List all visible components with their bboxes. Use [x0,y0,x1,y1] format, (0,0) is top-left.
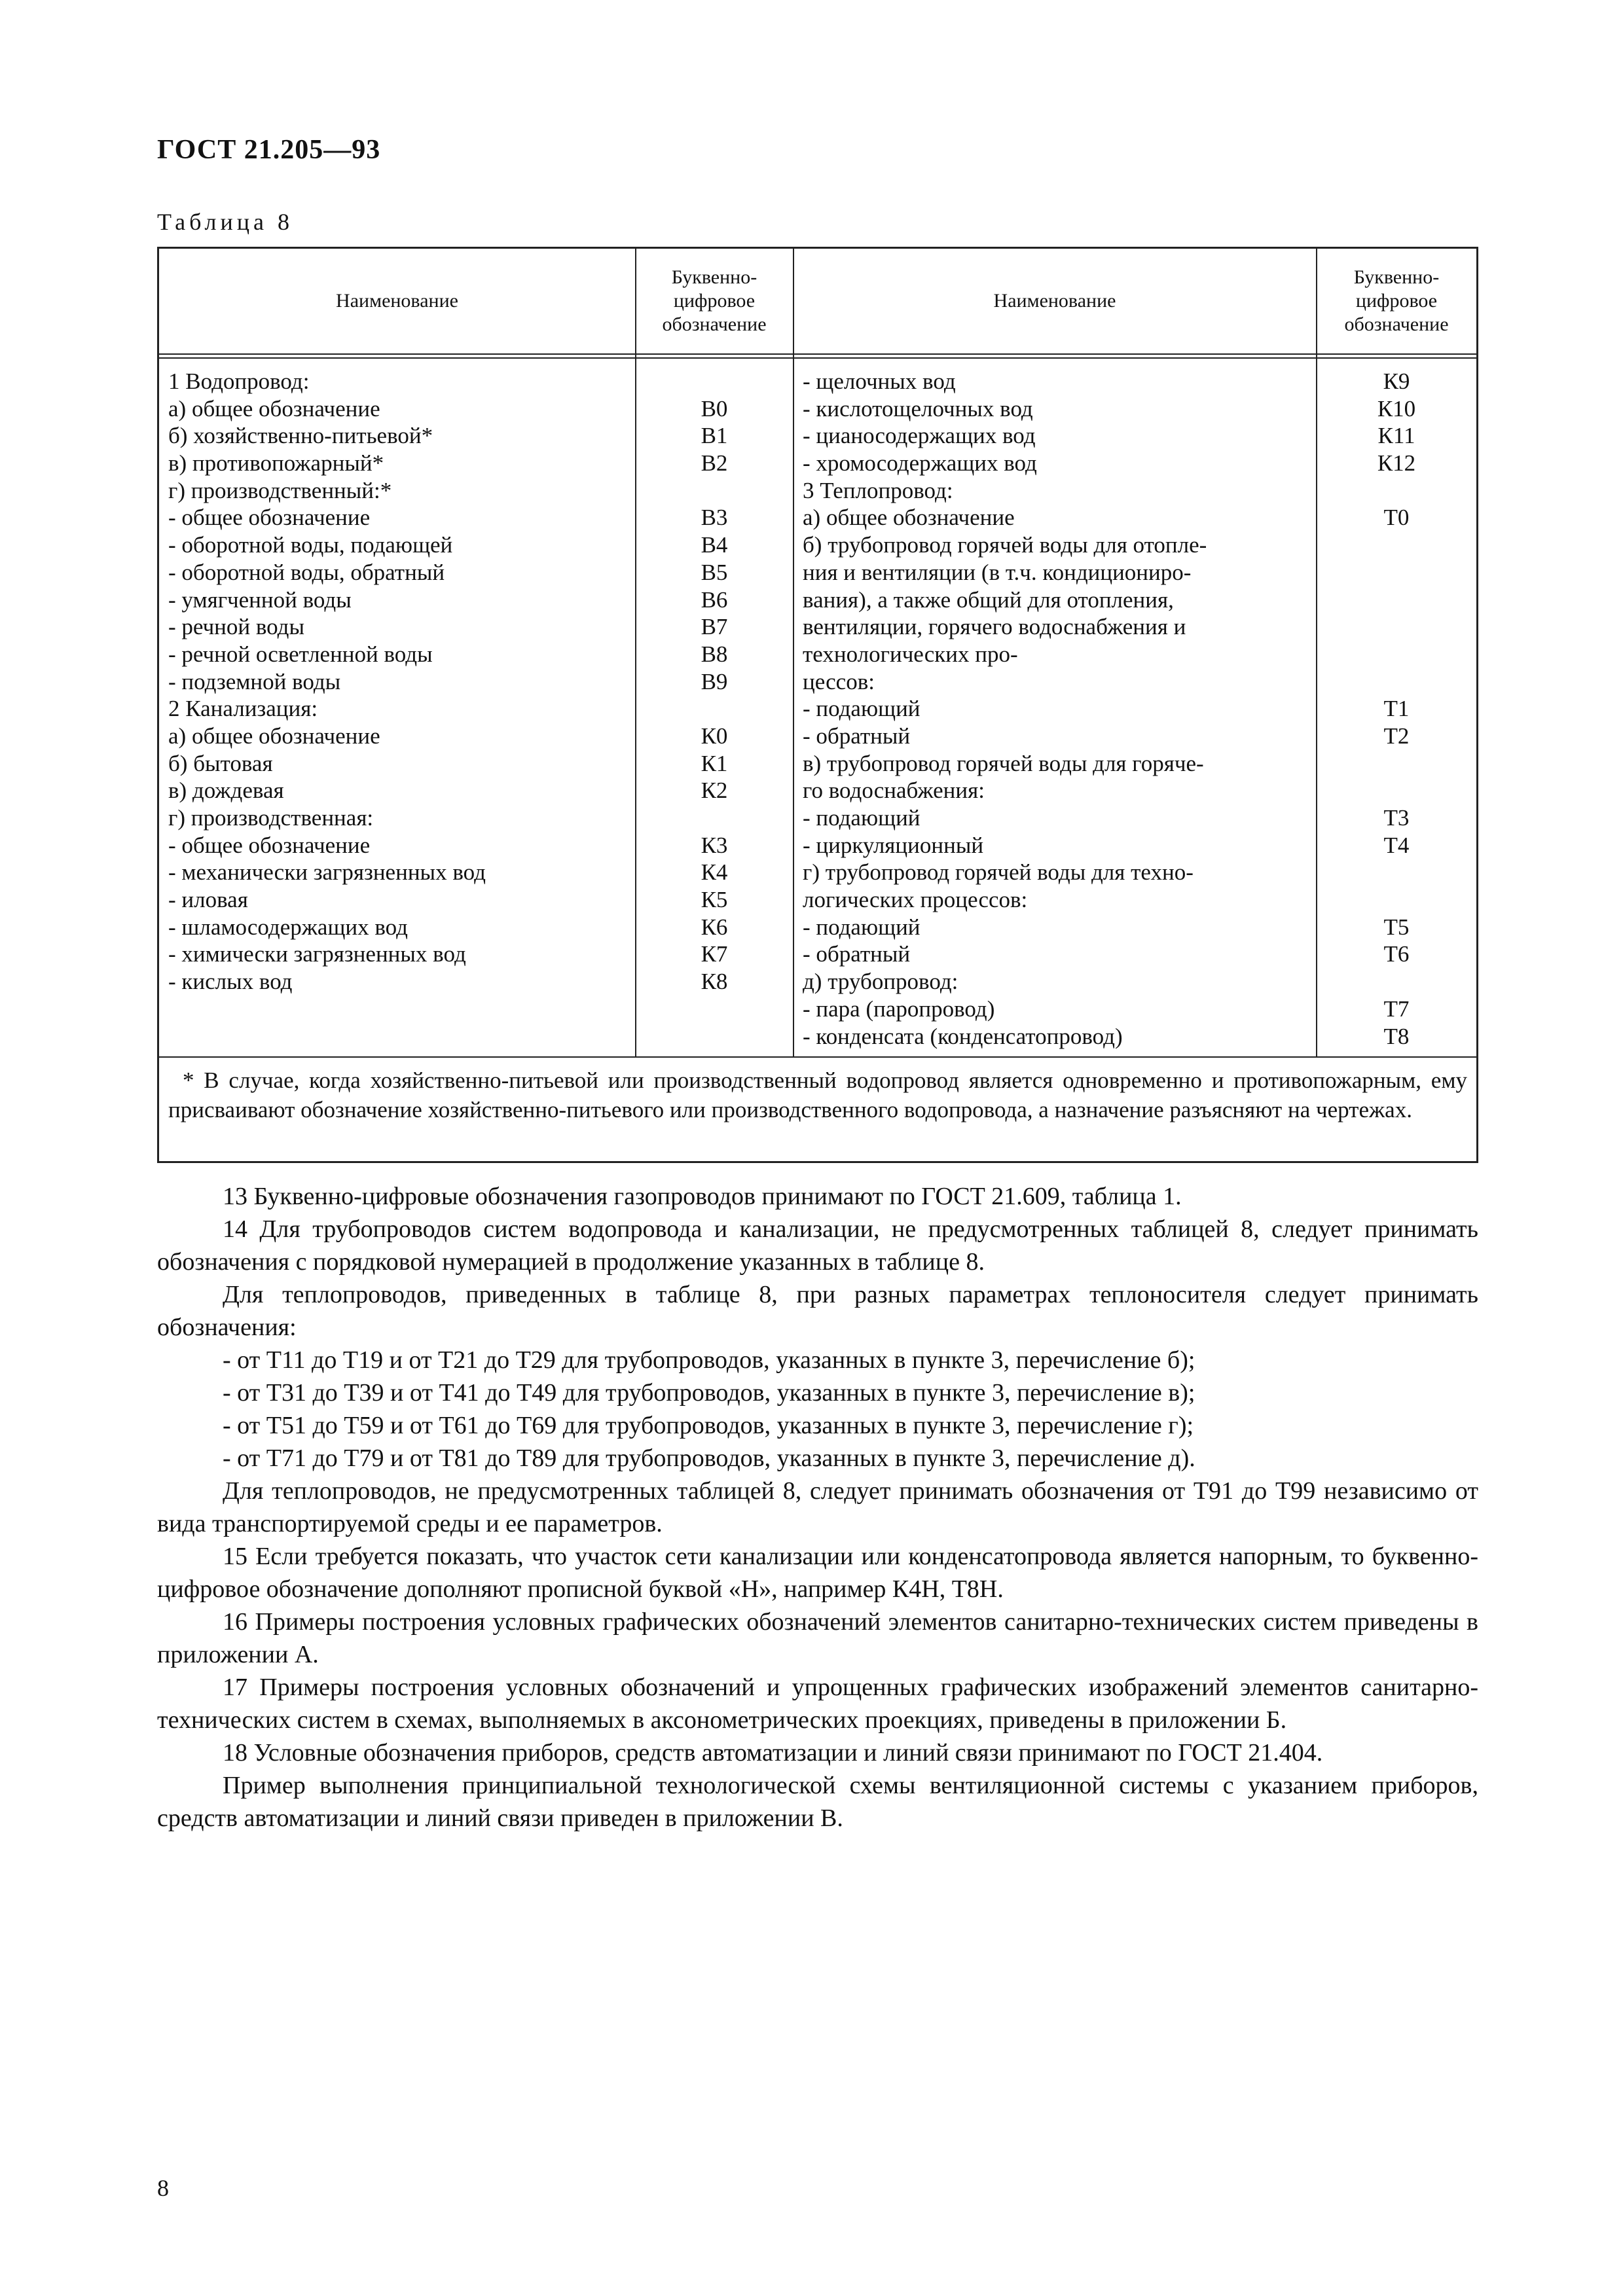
table-cell-name: а) общее обозначение [168,395,380,422]
table-cell-name: - подземной воды [168,668,341,694]
table-cell-code: К5 [701,887,728,913]
table-cell-name: - подающий [803,696,921,722]
table-cell-name: 3 Теплопровод: [803,477,953,503]
table-caption: Таблица 8 [157,209,293,235]
table-cell-name: б) трубопровод горячей воды для отопле- [803,532,1207,558]
table-cell-name [168,996,627,1023]
body-text [157,1180,1478,1835]
table-cell-name: - щелочных вод [803,368,956,394]
paragraph: 16 Примеры построения условных графических обозначений элементов санитарно-технических систем приведены в приложении А. [157,1608,1478,1668]
table-cell-code [1317,886,1476,914]
paragraph: Пример выполнения принципиальной технологической схемы вентиляционной системы с указанием приборов, средств автоматизации и линий связи приведен в приложении В. [157,1772,1478,1832]
table-cell-name: - общее обозначение [168,505,371,531]
table-cell-name: в) противопожарный* [168,450,384,476]
table-cell-name: - иловая [168,887,248,913]
paragraph: Для теплопроводов, приведенных в таблице 8, при разных параметрах теплоносителя следует принимать обозначения: [157,1281,1478,1341]
table-cell-name: - цианосодержащих вод [803,423,1036,449]
table-cell-name: - пара (паропровод) [803,996,995,1022]
table-cell-name: г) производственная: [168,805,374,831]
table-cell-name: а) общее обозначение [803,505,1015,531]
page-number: 8 [157,2175,169,2201]
table-cell-code: Т0 [1383,505,1410,531]
table-cell-name: - шламосодержащих вод [168,914,408,940]
table-cell-code [1317,477,1476,505]
table-cell-code: В7 [701,614,728,640]
designation-table [157,247,1478,1163]
table-cell-code: К12 [1377,450,1416,476]
paragraph: 15 Если требуется показать, что участок сети канализации или конденсатопровода является напорным, то буквенно-цифровое обозначение дополняют прописной буквой «Н», например К4Н, Т8Н. [157,1543,1478,1603]
table-cell-code: К6 [701,914,728,940]
header-code-right: Буквенно- цифровое обозначение [1344,266,1449,335]
table-cell-code: К8 [701,969,728,995]
table-cell-name: б) хозяйственно-питьевой* [168,423,433,449]
table-cell-name: 1 Водопровод: [168,368,310,394]
table-cell-name: г) производственный:* [168,477,392,503]
left-code-column [636,368,793,1050]
table-cell-code: В3 [701,505,728,531]
table-cell-code [1317,777,1476,804]
table-cell-code: Т6 [1383,941,1410,967]
table-cell-code [636,368,793,395]
right-code-column [1317,368,1476,1050]
table-cell-name [168,1023,627,1050]
table-cell-name: - общее обозначение [168,832,371,858]
table-cell-name: - речной воды [168,614,304,640]
table-cell-name: - химически загрязненных вод [168,941,466,967]
table-cell-code [1317,641,1476,668]
table-cell-name: го водоснабжения: [803,778,985,804]
table-cell-code: В4 [701,532,728,558]
table-cell-name: - умягченной воды [168,586,352,613]
paragraph: 14 Для трубопроводов систем водопровода и канализации, не предусмотренных таблицей 8, следует принимать обозначения с порядковой нумерацией в продолжение указанных в таблице 8. [157,1215,1478,1276]
table-cell-name: в) дождевая [168,778,284,804]
table-cell-code: Т8 [1383,1023,1410,1049]
table-cell-name: д) трубопровод: [803,969,958,995]
table-cell-name: цессов: [803,668,875,694]
header-code-left: Буквенно- цифровое обозначение [662,266,767,335]
header-rule [159,357,1476,359]
table-cell-name: г) трубопровод горячей воды для техно- [803,859,1194,886]
table-cell-code: К0 [701,723,728,749]
table-cell-code: Т3 [1383,805,1410,831]
table-cell-code: Т5 [1383,914,1410,940]
table-cell-code [1317,559,1476,586]
table-cell-code [636,1023,793,1050]
table-cell-name: а) общее обозначение [168,723,380,749]
right-name-column [803,368,1308,1050]
header-name-right: Наименование [993,290,1116,312]
table-cell-code: К11 [1377,423,1415,449]
table-cell-code: В6 [701,586,728,613]
table-cell-name: - кислотощелочных вод [803,395,1033,422]
paragraph: Для теплопроводов, не предусмотренных таблицей 8, следует принимать обозначения от Т91 до Т99 независимо от вида транспортируемой среды и ее параметров. [157,1477,1478,1537]
table-cell-code: Т7 [1383,996,1410,1022]
footnote-rule [159,1056,1476,1058]
table-cell-name: - речной осветленной воды [168,641,433,667]
list-item: - от Т71 до Т79 и от Т81 до Т89 для трубопроводов, указанных в пункте 3, перечисление д). [223,1444,1195,1472]
table-cell-code: К3 [701,832,728,858]
list-item: - от Т31 до Т39 и от Т41 до Т49 для трубопроводов, указанных в пункте 3, перечисление в); [223,1379,1195,1407]
table-cell-code [1317,750,1476,778]
table-cell-code [636,695,793,723]
table-cell-name: - подающий [803,805,921,831]
table-cell-code [636,477,793,505]
table-cell-name: - циркуляционный [803,832,984,858]
table-cell-code: В2 [701,450,728,476]
table-cell-code [636,804,793,832]
table-cell-name: в) трубопровод горячей воды для горяче- [803,750,1204,776]
table-cell-name: - механически загрязненных вод [168,859,486,886]
table-cell-name: вания), а также общий для отопления, [803,586,1174,613]
table-cell-name: логических процессов: [803,887,1028,913]
table-cell-name: - конденсата (конденсатопровод) [803,1023,1123,1049]
table-cell-name: - подающий [803,914,921,940]
table-cell-code: Т2 [1383,723,1410,749]
table-cell-name: ния и вентиляции (в т.ч. кондициониро- [803,559,1192,585]
table-cell-name: - оборотной воды, подающей [168,532,453,558]
table-cell-code: В9 [701,668,728,694]
table-cell-code: Т4 [1383,832,1410,858]
table-cell-name: - кислых вод [168,969,293,995]
table-cell-code: К7 [701,941,728,967]
table-cell-code [636,996,793,1023]
table-cell-name: б) бытовая [168,750,273,776]
table-cell-code [1317,968,1476,996]
table-cell-code: В5 [701,559,728,585]
table-cell-code [1317,859,1476,886]
table-cell-code: Т1 [1383,696,1410,722]
column-divider [793,249,794,1056]
table-cell-name: вентиляции, горячего водоснабжения и [803,614,1186,640]
table-cell-name: 2 Канализация: [168,696,318,722]
table-cell-code: К2 [701,778,728,804]
header-rule [159,353,1476,355]
table-cell-name: технологических про- [803,641,1018,667]
table-cell-code [1317,613,1476,641]
table-cell-name: - обратный [803,723,911,749]
table-cell-code: К9 [1383,368,1410,394]
paragraph: 18 Условные обозначения приборов, средств автоматизации и линий связи принимают по ГОСТ 21.404. [223,1739,1323,1767]
paragraph: 13 Буквенно-цифровые обозначения газопроводов принимают по ГОСТ 21.609, таблица 1. [223,1183,1182,1210]
table-cell-code [1317,586,1476,614]
table-cell-code: К4 [701,859,728,886]
table-cell-name: - обратный [803,941,911,967]
table-cell-code [1317,531,1476,559]
table-cell-name: - хромосодержащих вод [803,450,1037,476]
table-cell-code: В1 [701,423,728,449]
paragraph: 17 Примеры построения условных обозначений и упрощенных графических изображений элементов санитарно-технических систем в схемах, выполняемых в аксонометрических проекциях, приведены в приложении Б. [157,1674,1478,1734]
header-name-left: Наименование [336,290,458,312]
table-cell-name: - оборотной воды, обратный [168,559,445,585]
table-cell-code: В8 [701,641,728,667]
table-footnote: * В случае, когда хозяйственно-питьевой или производственный водопровод является одновременно и противопожарным, ему присваивают обозначение хозяйственно-питьевого или производственного водопровода, а назначение разъясняют на чертежах. [168,1067,1467,1122]
list-item: - от Т11 до Т19 и от Т21 до Т29 для трубопроводов, указанных в пункте 3, перечисление б); [223,1346,1195,1374]
list-item: - от Т51 до Т59 и от Т61 до Т69 для трубопроводов, указанных в пункте 3, перечисление г); [223,1412,1194,1439]
table-cell-code: В0 [701,395,728,422]
left-name-column [168,368,627,1050]
table-cell-code: К1 [701,750,728,776]
table-cell-code [1317,668,1476,696]
table-cell-code: К10 [1377,395,1416,422]
document-id: ГОСТ 21.205—93 [157,135,381,165]
